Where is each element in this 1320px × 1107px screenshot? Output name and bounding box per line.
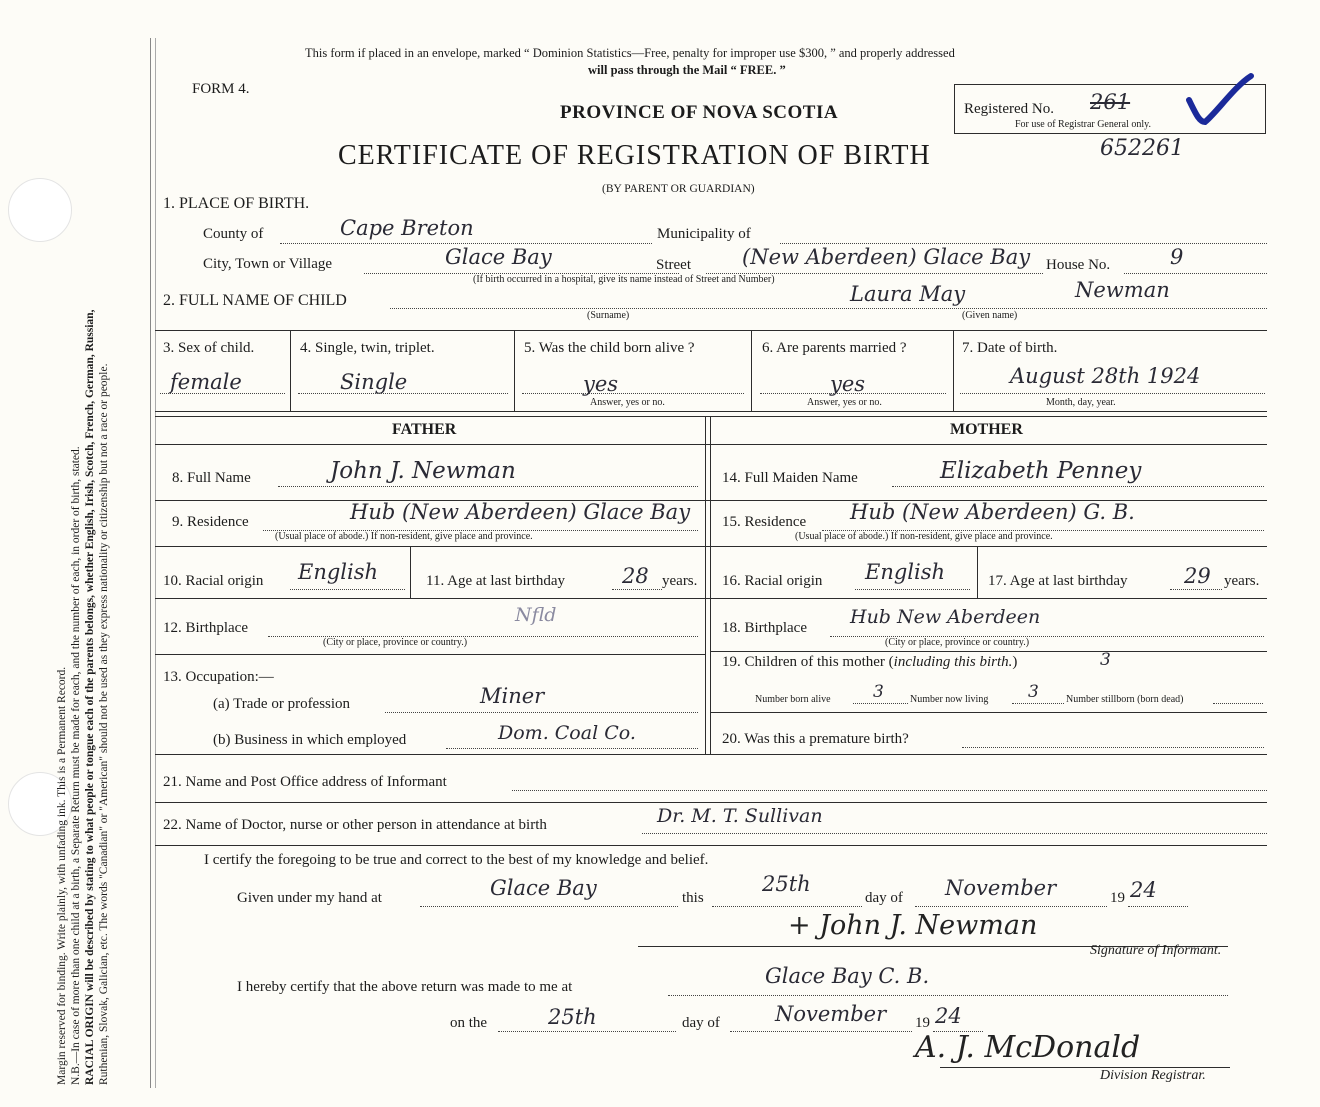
- mother-row5-rule: [710, 712, 1267, 713]
- informant-line: [512, 790, 1267, 791]
- certificate-title: CERTIFICATE OF REGISTRATION OF BIRTH: [338, 140, 931, 171]
- street-label: Street: [656, 257, 691, 273]
- sex-value: female: [170, 370, 242, 394]
- registered-label: Registered No.: [964, 101, 1054, 117]
- postal-notice-1: This form if placed in an envelope, marked “ Dominion Statistics—Free, penalty for improper use $300, ” and properly addressed: [305, 46, 955, 60]
- stillborn-label: Number stillborn (born dead): [1066, 694, 1184, 705]
- stamped-number: 652261: [1100, 136, 1184, 161]
- father-age-line: [612, 589, 662, 590]
- margin-note-1: Margin reserved for binding. Write plainly, with unfading ink. This is a Permanent Record.: [56, 666, 68, 1085]
- registrar-label: Division Registrar.: [1100, 1068, 1206, 1083]
- registrar-place-value: Glace Bay C. B.: [765, 964, 930, 988]
- row3-top-rule: [155, 330, 1267, 331]
- hospital-note: (If birth occurred in a hospital, give its name instead of Street and Number): [473, 274, 775, 285]
- father-race-value: English: [298, 560, 379, 584]
- mother-name-value: Elizabeth Penney: [940, 458, 1142, 484]
- street-value: (New Aberdeen) Glace Bay: [742, 245, 1031, 269]
- child-name-line: [390, 308, 1267, 309]
- child-name-label: 2. FULL NAME OF CHILD: [163, 292, 347, 309]
- place-of-birth-heading: 1. PLACE OF BIRTH.: [163, 195, 310, 212]
- year-value: 24: [1130, 878, 1157, 902]
- fm-row2-rule: [155, 546, 1267, 547]
- stillborn-line: [1213, 703, 1263, 704]
- father-name-line: [278, 486, 698, 487]
- registrar-general-note: For use of Registrar General only.: [1015, 119, 1151, 130]
- registered-number: 261: [1090, 90, 1131, 114]
- informant-rule: [155, 802, 1267, 803]
- father-heading: FATHER: [392, 421, 457, 438]
- province-heading: PROVINCE OF NOVA SCOTIA: [560, 102, 839, 123]
- surname-note: (Surname): [587, 310, 630, 321]
- mother-age-label: 17. Age at last birthday: [988, 573, 1128, 589]
- sex-line: [160, 393, 285, 394]
- margin-note-3: RACIAL ORIGIN will be described by stating to what people or tongue each of the parents belongs, whether English, Irish, Scotch, French, German, Russian,: [84, 309, 96, 1085]
- father-abode-note: (Usual place of abode.) If non-resident, give place and province.: [275, 531, 533, 542]
- row3-div-2: [514, 330, 515, 411]
- year-line: [1128, 906, 1188, 907]
- married-line: [760, 393, 946, 394]
- fm-bottom-rule: [155, 754, 1267, 755]
- registrar-place-line: [668, 995, 1228, 996]
- given-place-value: Glace Bay: [490, 876, 597, 900]
- trade-line: [385, 712, 698, 713]
- doctor-label: 22. Name of Doctor, nurse or other person in attendance at birth: [163, 817, 547, 833]
- mother-birthplace-value: Hub New Aberdeen: [850, 606, 1041, 628]
- father-birthplace-value: Nfld: [515, 604, 557, 626]
- day-of-label: day of: [865, 890, 903, 906]
- mother-name-label: 14. Full Maiden Name: [722, 470, 858, 486]
- mother-birthplace-note: (City or place, province or country.): [885, 637, 1030, 648]
- mother-residence-value: Hub (New Aberdeen) G. B.: [850, 500, 1135, 524]
- born-alive-note: Answer, yes or no.: [590, 397, 665, 408]
- informant-label: 21. Name and Post Office address of Informant: [163, 774, 447, 790]
- reg-day-value: 25th: [548, 1005, 597, 1029]
- trade-value: Miner: [480, 684, 545, 708]
- premature-label: 20. Was this a premature birth?: [722, 731, 909, 747]
- given-place-line: [420, 906, 678, 907]
- municipality-line: [780, 243, 1267, 244]
- house-line: [1124, 273, 1267, 274]
- postal-notice-2: will pass through the Mail “ FREE. ”: [588, 63, 786, 77]
- married-label: 6. Are parents married ?: [762, 340, 907, 356]
- registrar-statement: I hereby certify that the above return was made to me at: [237, 979, 573, 995]
- given-name-note: (Given name): [962, 310, 1018, 321]
- doctor-rule: [155, 845, 1267, 846]
- trade-label: (a) Trade or profession: [213, 696, 351, 712]
- reg-day-of-label: day of: [682, 1015, 720, 1031]
- margin-rule-inner: [155, 38, 156, 1088]
- certification-statement: I certify the foregoing to be true and correct to the best of my knowledge and belief.: [204, 852, 709, 868]
- margin-note-4: Ruthenian, Slovak, Galician, etc. The words "Canadian" or "American" should not be used as they express nationality or citizenship but not a race or people.: [98, 363, 110, 1085]
- child-given-name: Laura May: [850, 282, 966, 306]
- now-living-value: 3: [1028, 682, 1039, 702]
- dob-line: [960, 393, 1265, 394]
- born-alive-count-value: 3: [873, 682, 884, 702]
- row3-div-1: [290, 330, 291, 411]
- father-race-label: 10. Racial origin: [163, 573, 264, 589]
- house-value: 9: [1170, 245, 1184, 269]
- margin-note-2: N.B.—In case of more than one child at a birth, a Separate Return must be made for each, and the number of each, in order of birth, stated.: [70, 446, 82, 1085]
- business-label: (b) Business in which employed: [213, 732, 407, 748]
- fm-center-rule-a: [705, 416, 706, 754]
- business-line: [446, 748, 698, 749]
- county-value: Cape Breton: [340, 216, 474, 240]
- mother-years: years.: [1224, 573, 1260, 589]
- fm-heading-rule: [155, 444, 1267, 445]
- form-number: FORM 4.: [192, 81, 250, 97]
- reg-year-value: 24: [935, 1004, 962, 1028]
- father-age-label: 11. Age at last birthday: [426, 573, 565, 589]
- reg-day-line: [498, 1031, 676, 1032]
- signature-label: Signature of Informant.: [1090, 943, 1222, 958]
- month-value: November: [945, 876, 1057, 900]
- city-value: Glace Bay: [445, 245, 552, 269]
- row3-div-4: [953, 330, 954, 411]
- born-alive-count-label: Number born alive: [755, 694, 831, 705]
- born-alive-line: [522, 393, 744, 394]
- mother-row4-rule: [710, 651, 1267, 652]
- mother-heading: MOTHER: [950, 421, 1023, 438]
- plurality-value: Single: [340, 370, 408, 394]
- mother-residence-label: 15. Residence: [722, 514, 807, 530]
- mother-abode-note: (Usual place of abode.) If non-resident, give place and province.: [795, 531, 1053, 542]
- day-line: [712, 906, 862, 907]
- fm-row3-rule: [155, 598, 1267, 599]
- city-label: City, Town or Village: [203, 256, 333, 272]
- mother-race-div: [977, 546, 978, 598]
- father-residence-value: Hub (New Aberdeen) Glace Bay: [350, 500, 691, 524]
- informant-signature: + John J. Newman: [788, 910, 1038, 941]
- mother-age-value: 29: [1184, 564, 1211, 588]
- fm-center-rule-b: [710, 416, 711, 754]
- father-age-value: 28: [622, 564, 649, 588]
- father-race-line: [290, 589, 405, 590]
- mother-age-line: [1170, 589, 1222, 590]
- now-living-label: Number now living: [910, 694, 989, 705]
- municipality-label: Municipality of: [657, 226, 751, 242]
- reg-year-prefix: 19: [915, 1015, 930, 1031]
- dob-label: 7. Date of birth.: [962, 340, 1058, 356]
- doctor-line: [642, 833, 1267, 834]
- business-value: Dom. Coal Co.: [498, 722, 636, 744]
- mother-race-label: 16. Racial origin: [722, 573, 823, 589]
- county-label: County of: [203, 226, 264, 242]
- check-mark-icon: [1185, 72, 1255, 127]
- row3-bottom-rule: [155, 411, 1267, 412]
- dob-value: August 28th 1924: [1010, 364, 1201, 388]
- married-note: Answer, yes or no.: [807, 397, 882, 408]
- father-residence-label: 9. Residence: [172, 514, 249, 530]
- father-row4-rule: [155, 654, 705, 655]
- month-line: [915, 906, 1107, 907]
- born-alive-value: yes: [583, 372, 619, 396]
- this-label: this: [682, 890, 704, 906]
- father-birthplace-label: 12. Birthplace: [163, 620, 248, 636]
- occupation-label: 13. Occupation:—: [163, 669, 274, 685]
- margin-notes: [55, 45, 111, 1085]
- child-surname: Newman: [1075, 278, 1170, 302]
- children-label: 19. Children of this mother (including this birth.): [722, 654, 1018, 670]
- doctor-value: Dr. M. T. Sullivan: [657, 805, 823, 827]
- reg-month-value: November: [775, 1002, 887, 1026]
- born-alive-count-line: [853, 703, 908, 704]
- mother-race-value: English: [865, 560, 946, 584]
- father-years: years.: [662, 573, 698, 589]
- fm-top-rule: [155, 416, 1267, 417]
- dob-note: Month, day, year.: [1046, 397, 1116, 408]
- given-under-label: Given under my hand at: [237, 890, 382, 906]
- now-living-line: [1012, 703, 1064, 704]
- certificate-subtitle: (BY PARENT OR GUARDIAN): [602, 183, 755, 195]
- born-alive-label: 5. Was the child born alive ?: [524, 340, 695, 356]
- house-label: House No.: [1046, 257, 1111, 273]
- father-name-label: 8. Full Name: [172, 470, 251, 486]
- reg-month-line: [730, 1031, 912, 1032]
- premature-line: [962, 747, 1264, 748]
- on-the-label: on the: [450, 1015, 488, 1031]
- mother-name-line: [892, 486, 1264, 487]
- plurality-line: [298, 393, 508, 394]
- sex-label: 3. Sex of child.: [163, 340, 255, 356]
- mother-race-line: [855, 589, 970, 590]
- children-value: 3: [1100, 650, 1111, 670]
- year-prefix: 19: [1110, 890, 1125, 906]
- father-birthplace-note: (City or place, province or country.): [323, 637, 468, 648]
- day-value: 25th: [762, 872, 811, 896]
- father-race-div: [410, 546, 411, 598]
- married-value: yes: [830, 372, 866, 396]
- row3-div-3: [751, 330, 752, 411]
- margin-rule: [150, 38, 151, 1088]
- county-line: [280, 243, 652, 244]
- mother-birthplace-label: 18. Birthplace: [722, 620, 807, 636]
- plurality-label: 4. Single, twin, triplet.: [300, 340, 435, 356]
- father-name-value: John J. Newman: [330, 458, 516, 484]
- registrar-signature: A. J. McDonald: [915, 1030, 1141, 1065]
